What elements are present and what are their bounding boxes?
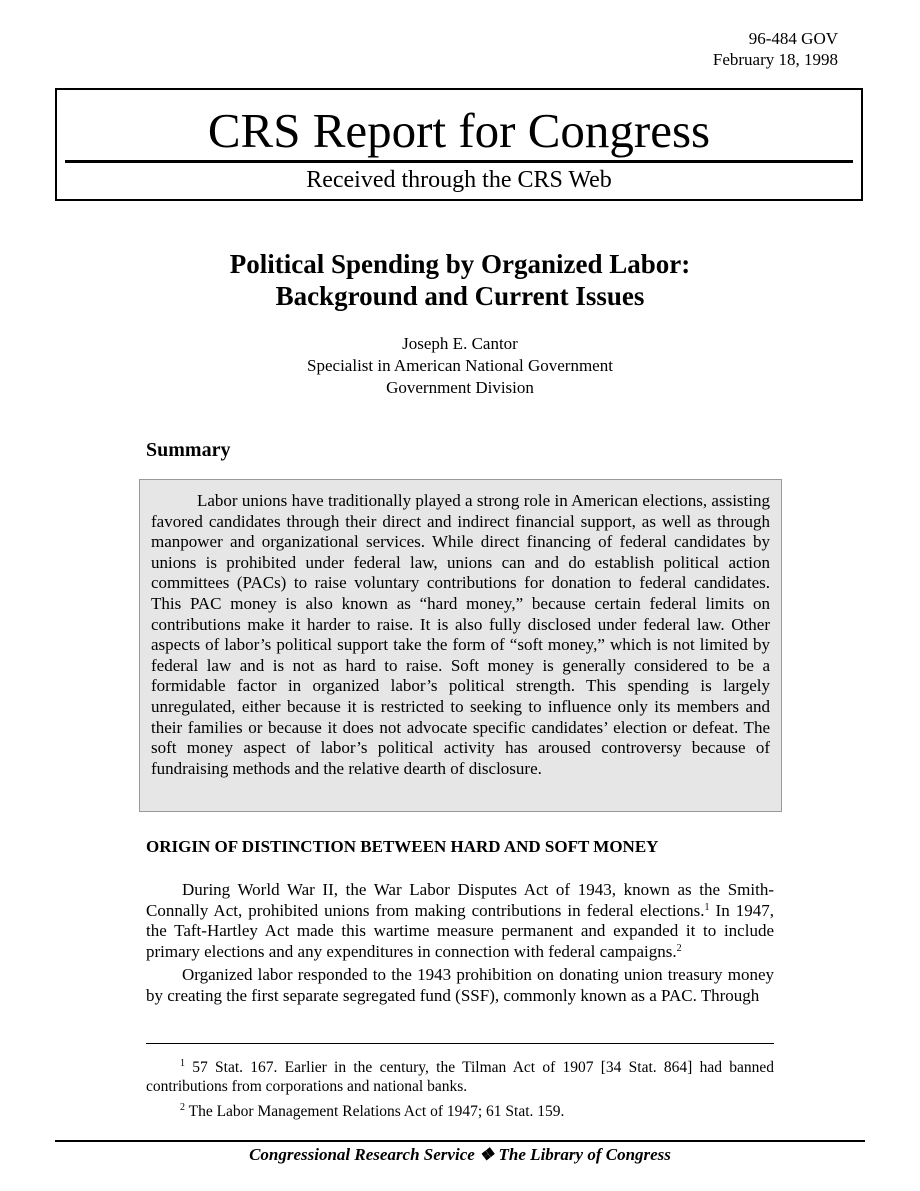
page-footer bbox=[0, 1144, 920, 1166]
author-name: Joseph E. Cantor bbox=[402, 334, 518, 353]
body-paragraph-2: Organized labor responded to the 1943 prohibition on donating union treasury money by creating the first separate segregated fund (SSF), commonly known as a PAC. Through bbox=[146, 965, 774, 1005]
footnote-text: The Labor Management Relations Act of 1947; 61 Stat. 159. bbox=[185, 1103, 565, 1120]
author-division: Government Division bbox=[386, 378, 534, 397]
report-number: 96-484 GOV bbox=[748, 29, 838, 48]
footnote-2 bbox=[146, 1102, 774, 1121]
paragraph-text: In 1947, the Taft-Hartley Act made this wartime measure permanent and expanded it to include primary elections and any expenditures in connection with federal campaigns. bbox=[146, 900, 774, 962]
footnote-ref-2[interactable]: 2 bbox=[676, 943, 682, 955]
footer-separator-icon: ❖ bbox=[474, 1145, 499, 1164]
footnote-text: 57 Stat. 167. Earlier in the century, the Tilman Act of 1907 [34 Stat. 864] had banned contributions from corporations and national banks. bbox=[146, 1059, 774, 1095]
section-heading: ORIGIN OF DISTINCTION BETWEEN HARD AND SOFT MONEY bbox=[146, 837, 659, 856]
footer-org: Congressional Research Service bbox=[249, 1145, 475, 1164]
body-paragraph-1 bbox=[146, 880, 774, 963]
footnote-ref-1[interactable]: 1 bbox=[704, 901, 710, 913]
document-title-line-1: Political Spending by Organized Labor: bbox=[229, 249, 691, 279]
author-role: Specialist in American National Government bbox=[307, 356, 613, 375]
header-rule bbox=[65, 160, 853, 163]
summary-box bbox=[139, 479, 782, 812]
paragraph-text: During World War II, the War Labor Disputes Act of 1943, known as the Smith-Connally Act, prohibited unions from making contributions in federal elections. bbox=[146, 880, 774, 920]
footnote-number: 1 bbox=[180, 1058, 185, 1069]
footer-rule bbox=[55, 1140, 865, 1142]
report-header-title: CRS Report for Congress bbox=[207, 103, 711, 158]
footnote-number: 2 bbox=[180, 1102, 185, 1113]
summary-text: Labor unions have traditionally played a strong role in American elections, assisting favored candidates through their direct and indirect financial support, as well as through manpower and organizational services. While direct financing of federal candidates by unions is prohibited under federal law, unions can and do establish political action committees (PACs) to raise voluntary contributions for donation to federal candidates. This PAC money is also known as “hard money,” because certain federal limits on contributions make it harder to raise. It is also fully disclosed under federal law. Other aspects of labor’s political support take the form of “soft money,” which is not limited by federal law and is not as hard to raise. Soft money is generally considered to be a formidable factor in organized labor’s political strength. This spending is largely unregulated, either because it is restricted to seeking to influence only its members and their families or because it does not advocate specific candidates’ election or defeat. The soft money aspect of labor’s political activity has aroused controversy because of fundraising methods and the relative dearth of disclosure. bbox=[151, 491, 770, 778]
footer-library: The Library of Congress bbox=[498, 1145, 671, 1164]
summary-heading: Summary bbox=[146, 439, 231, 461]
report-header-box bbox=[55, 88, 863, 201]
report-date: February 18, 1998 bbox=[712, 50, 838, 69]
footnote-separator bbox=[146, 1043, 774, 1044]
report-header-subtitle: Received through the CRS Web bbox=[306, 167, 612, 193]
document-title-line-2: Background and Current Issues bbox=[275, 281, 645, 311]
footnote-1 bbox=[146, 1058, 774, 1096]
